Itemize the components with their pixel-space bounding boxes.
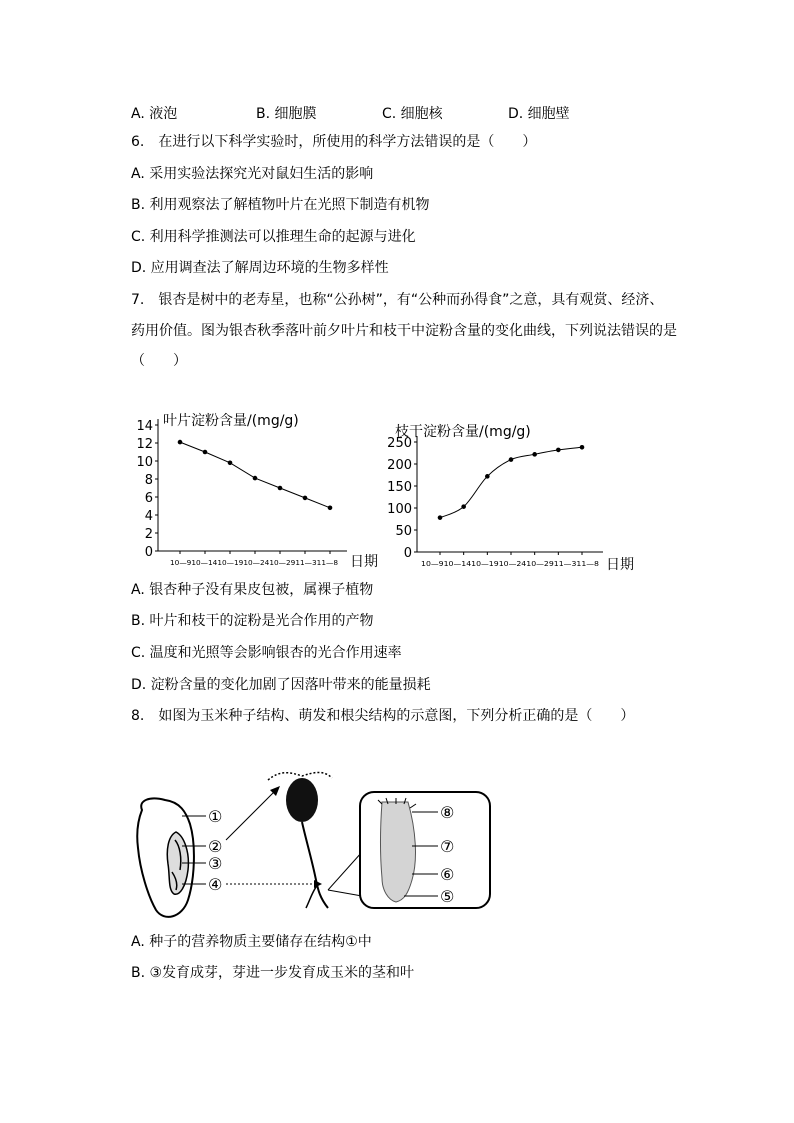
chart2-y-tick-label: 200 — [387, 458, 412, 473]
q7-stem-line-2: 药用价值。图为银杏秋季落叶前夕叶片和枝干中淀粉含量的变化曲线，下列说法错误的是 — [131, 323, 677, 339]
chart2-y-tick-label: 100 — [387, 502, 412, 517]
label-8: ⑧ — [440, 803, 455, 822]
stem-starch-chart — [385, 415, 645, 580]
chart1-y-tick-label: 4 — [144, 509, 153, 524]
q6-option-d: D. 应用调查法了解周边环境的生物多样性 — [131, 260, 389, 276]
chart1-x-tick-labels: 10—910—1410—1910—2410—2911—311—8 — [170, 559, 338, 567]
chart1-y-tick-label: 8 — [144, 473, 153, 488]
chart1-y-tick-label: 14 — [136, 419, 153, 434]
q8-option-a: A. 种子的营养物质主要储存在结构①中 — [131, 934, 372, 950]
chart2-y-tick-label: 50 — [395, 524, 412, 539]
arrow-to-seedling — [226, 790, 276, 840]
q5-option-d: D. 细胞壁 — [508, 106, 570, 122]
q8-option-b: B. ③发育成芽，芽进一步发育成玉米的茎和叶 — [131, 965, 415, 981]
q7-option-c: C. 温度和光照等会影响银杏的光合作用速率 — [131, 645, 402, 661]
chart2-data-point — [485, 474, 490, 479]
root-tip — [381, 802, 416, 902]
seedling-leaf — [286, 778, 318, 822]
leaf-starch-chart — [125, 405, 380, 580]
q5-option-b: B. 细胞膜 — [256, 106, 317, 122]
chart1-series-line — [180, 442, 330, 508]
q6-stem: 6. 在进行以下科学实验时，所使用的科学方法错误的是（ ） — [131, 134, 537, 150]
q7-stem-line-1: 7. 银杏是树中的老寿星，也称“公孙树”，有“公种而孙得食”之意，具有观赏、经济、 — [131, 292, 664, 308]
chart1-x-axis-label: 日期 — [350, 554, 378, 570]
label-6: ⑥ — [440, 865, 455, 884]
chart2-data-point — [438, 515, 443, 520]
chart2-y-axis-label: 枝干淀粉含量/(mg/g) — [395, 424, 531, 440]
root-tip-box — [360, 792, 490, 908]
q5-option-c: C. 细胞核 — [382, 106, 443, 122]
q8-stem: 8. 如图为玉米种子结构、萌发和根尖结构的示意图，下列分析正确的是（ ） — [131, 708, 635, 724]
chart1-y-tick-label: 10 — [136, 455, 153, 470]
q5-option-a: A. 液泡 — [131, 106, 178, 122]
chart1-data-point — [178, 440, 183, 445]
label-5: ⑤ — [440, 887, 455, 906]
q6-option-a: A. 采用实验法探究光对鼠妇生活的影响 — [131, 166, 374, 182]
q6-option-c: C. 利用科学推测法可以推理生命的起源与进化 — [131, 229, 416, 245]
q6-option-b: B. 利用观察法了解植物叶片在光照下制造有机物 — [131, 197, 430, 213]
chart2-x-axis-label: 日期 — [606, 557, 634, 573]
chart1-y-axis-label: 叶片淀粉含量/(mg/g) — [163, 413, 299, 429]
chart2-data-point — [556, 448, 561, 453]
chart1-data-point — [328, 506, 333, 511]
chart2-data-point — [461, 504, 466, 509]
label-2: ② — [208, 837, 223, 856]
chart2-y-tick-label: 0 — [403, 546, 412, 561]
chart1-y-tick-label: 6 — [144, 491, 153, 506]
corn-seed-diagram — [120, 760, 500, 930]
chart2-y-tick-label: 250 — [387, 436, 412, 451]
chart1-y-tick-label: 12 — [136, 437, 153, 452]
label-3: ③ — [208, 854, 223, 873]
label-4: ④ — [208, 875, 223, 894]
chart2-y-tick-label: 150 — [387, 480, 412, 495]
chart1-y-tick-label: 2 — [144, 527, 153, 542]
q7-option-d: D. 淀粉含量的变化加剧了因落叶带来的能量损耗 — [131, 677, 431, 693]
label-1: ① — [208, 807, 223, 826]
chart1-y-tick-label: 0 — [144, 545, 153, 560]
q7-option-a: A. 银杏种子没有果皮包被，属裸子植物 — [131, 582, 374, 598]
chart2-data-point — [532, 452, 537, 457]
q7-option-b: B. 叶片和枝干的淀粉是光合作用的产物 — [131, 613, 374, 629]
seedling-stem — [302, 822, 328, 908]
chart1-data-point — [253, 476, 258, 481]
chart2-data-point — [580, 445, 585, 450]
chart2-x-tick-labels: 10—910—1410—1910—2410—2911—311—8 — [421, 560, 599, 568]
chart2-data-point — [509, 457, 514, 462]
q7-stem-line-3: （ ） — [131, 353, 187, 369]
chart1-data-point — [303, 496, 308, 501]
chart1-data-point — [278, 486, 283, 491]
label-7: ⑦ — [440, 837, 455, 856]
chart1-data-point — [203, 450, 208, 455]
chart1-data-point — [228, 461, 233, 466]
